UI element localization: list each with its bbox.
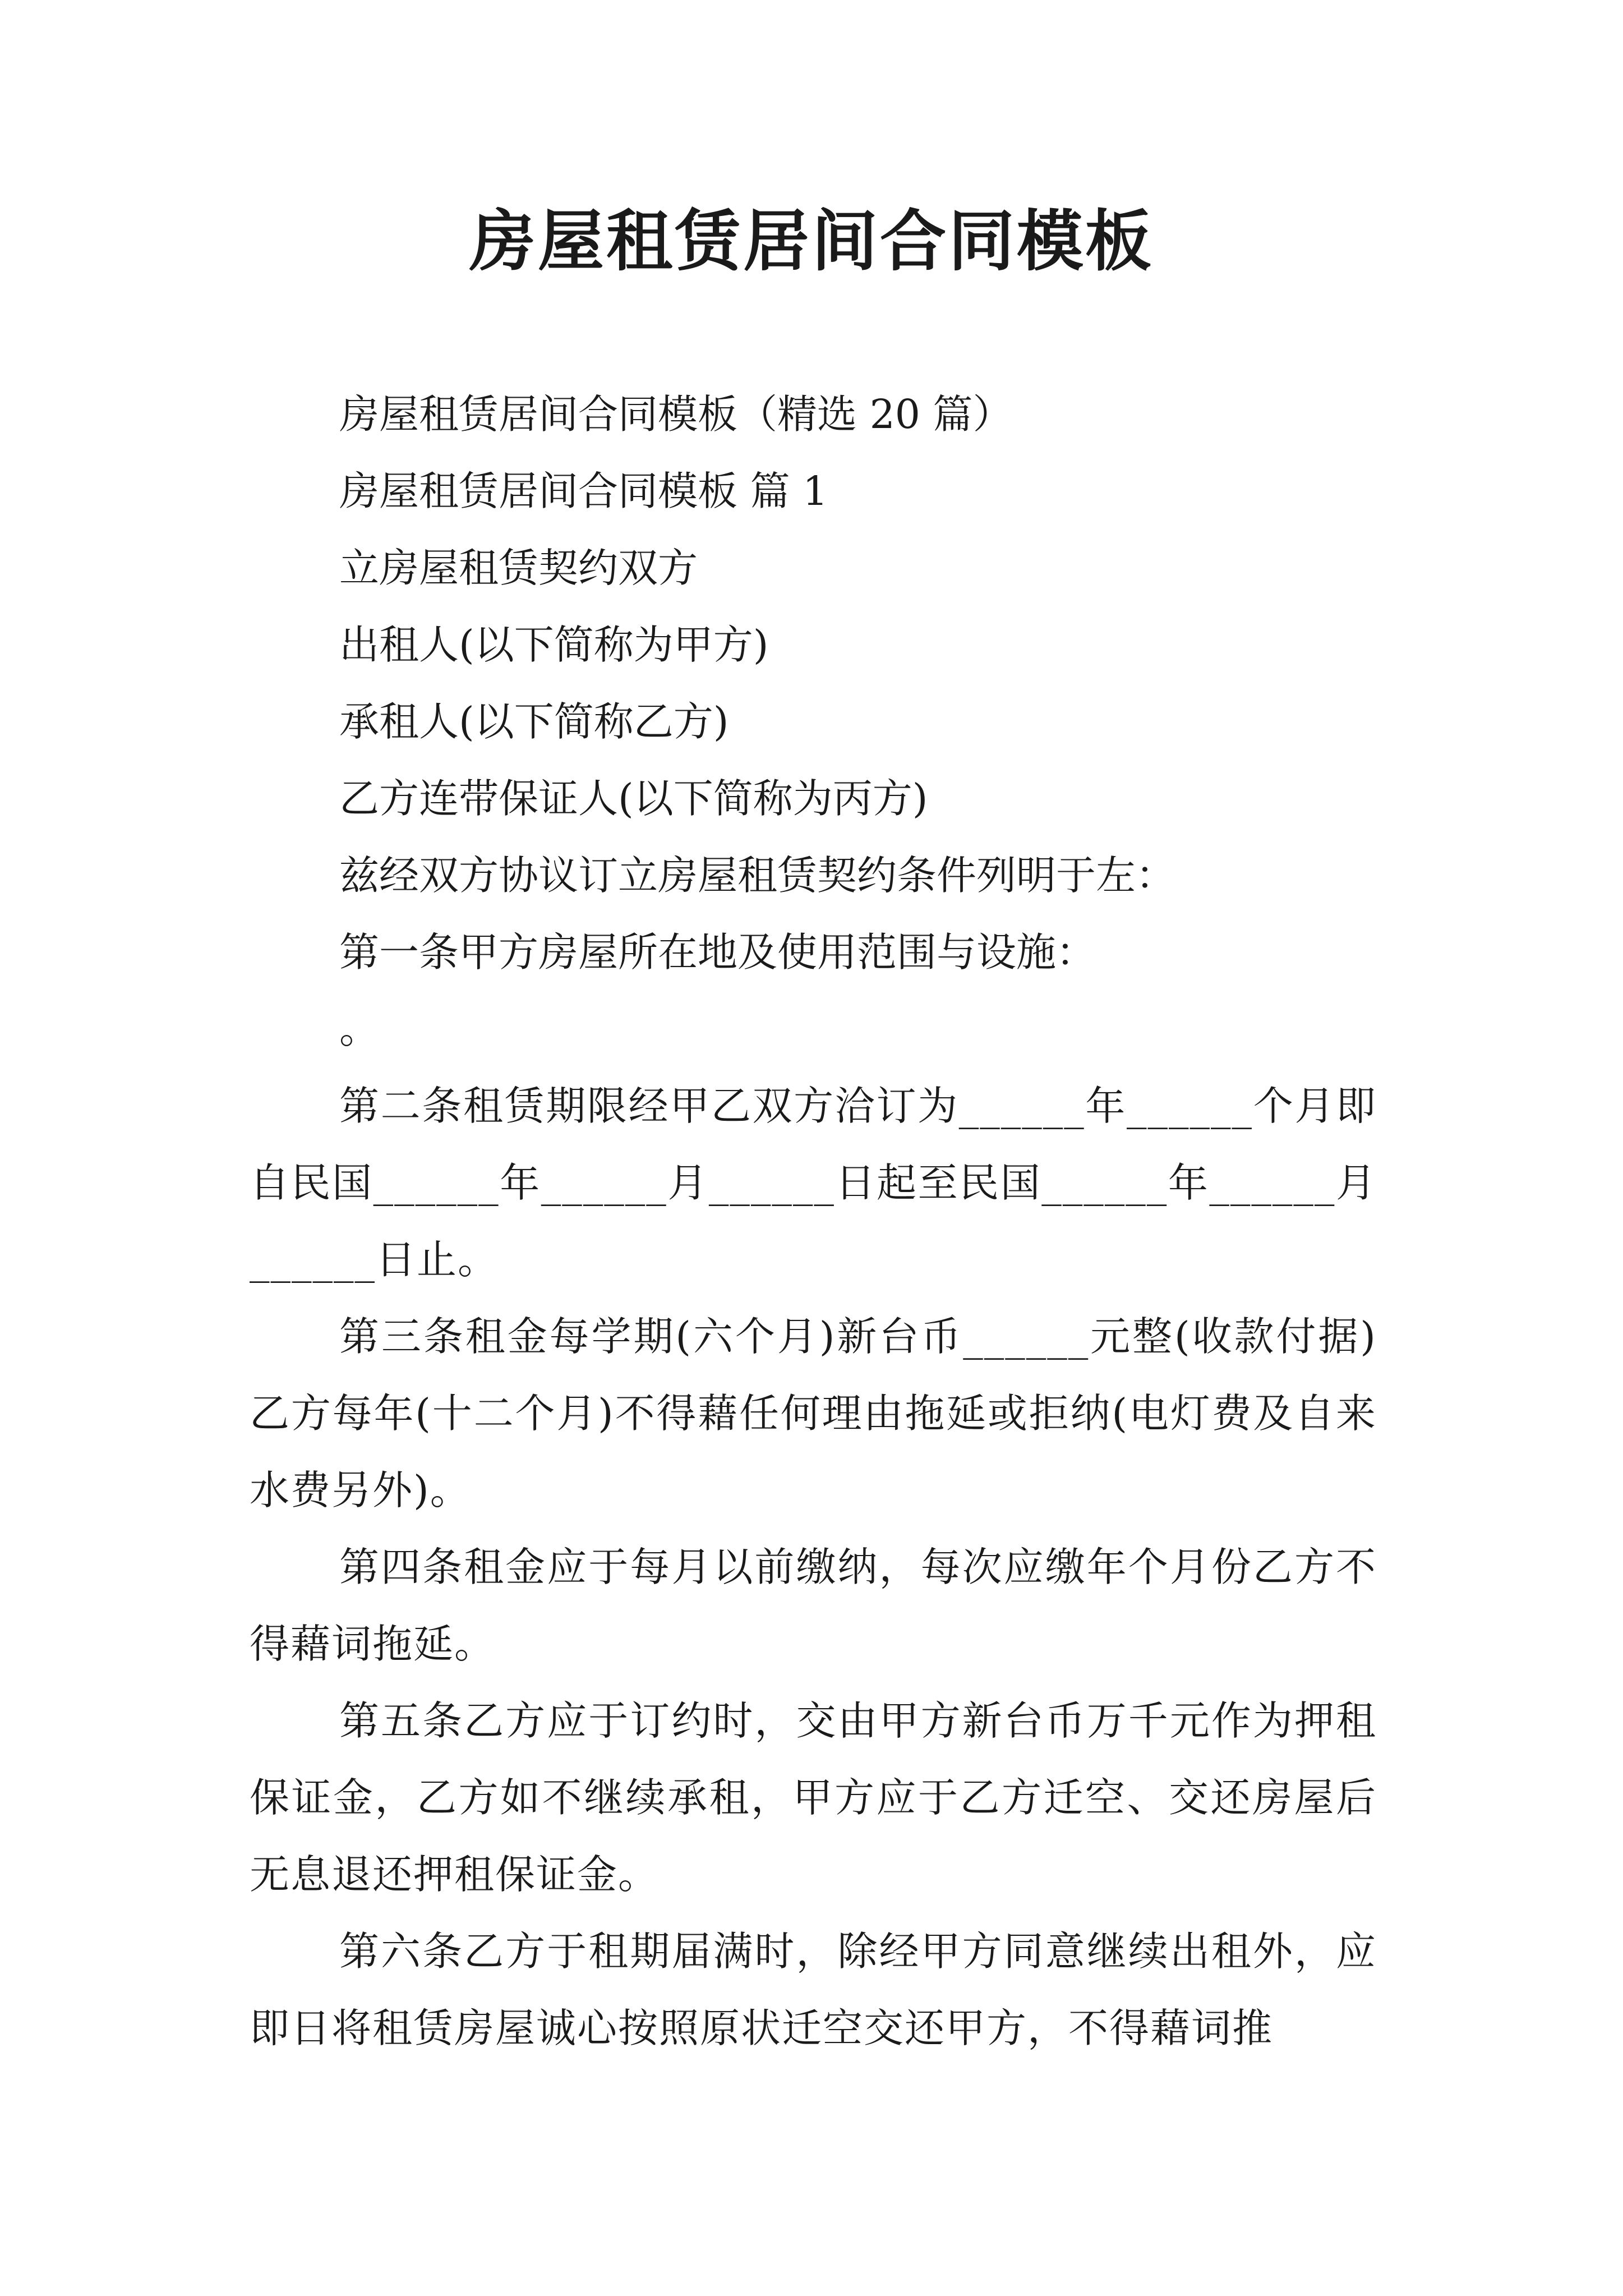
clause-1: 第一条甲方房屋所在地及使用范围与设施： (339, 929, 1096, 976)
text-line: 承租人(以下简称乙方) (339, 698, 729, 745)
clause-6: 第六条乙方于租期届满时，除经甲方同意继续出租外，应即日将租赁房屋诚心按照原状迁空交还甲方，不得藉词推 (250, 1928, 1377, 2051)
document-title: 房屋租赁居间合同模板 (469, 202, 1154, 280)
text-line: 。 (339, 1006, 380, 1052)
text-line: 出租人(以下简称为甲方) (339, 622, 769, 668)
clause-2: 第二条租赁期限经甲乙双方洽订为______年______个月即自民国______年______月______日起至民国______年______月______日止。 (250, 1083, 1377, 1283)
section-heading: 房屋租赁居间合同模板 篇 1 (339, 468, 828, 514)
clause-3: 第三条租金每学期(六个月)新台币______元整(收款付据)乙方每年(十二个月)不得藉任何理由拖延或拒纳(电灯费及自来水费另外)。 (250, 1313, 1377, 1513)
text-line: 乙方连带保证人(以下简称为丙方) (339, 775, 928, 822)
clause-4: 第四条租金应于每月以前缴纳，每次应缴年个月份乙方不得藉词拖延。 (250, 1544, 1377, 1667)
text-line: 立房屋租赁契约双方 (339, 545, 698, 591)
text-line: 兹经双方协议订立房屋租赁契约条件列明于左： (339, 852, 1176, 899)
subtitle-line: 房屋租赁居间合同模板（精选 20 篇） (339, 391, 1013, 438)
document-body (250, 376, 1377, 2067)
clause-5: 第五条乙方应于订约时，交由甲方新台币万千元作为押租保证金，乙方如不继续承租，甲方应于乙方迁空、交还房屋后无息退还押租保证金。 (250, 1697, 1377, 1898)
